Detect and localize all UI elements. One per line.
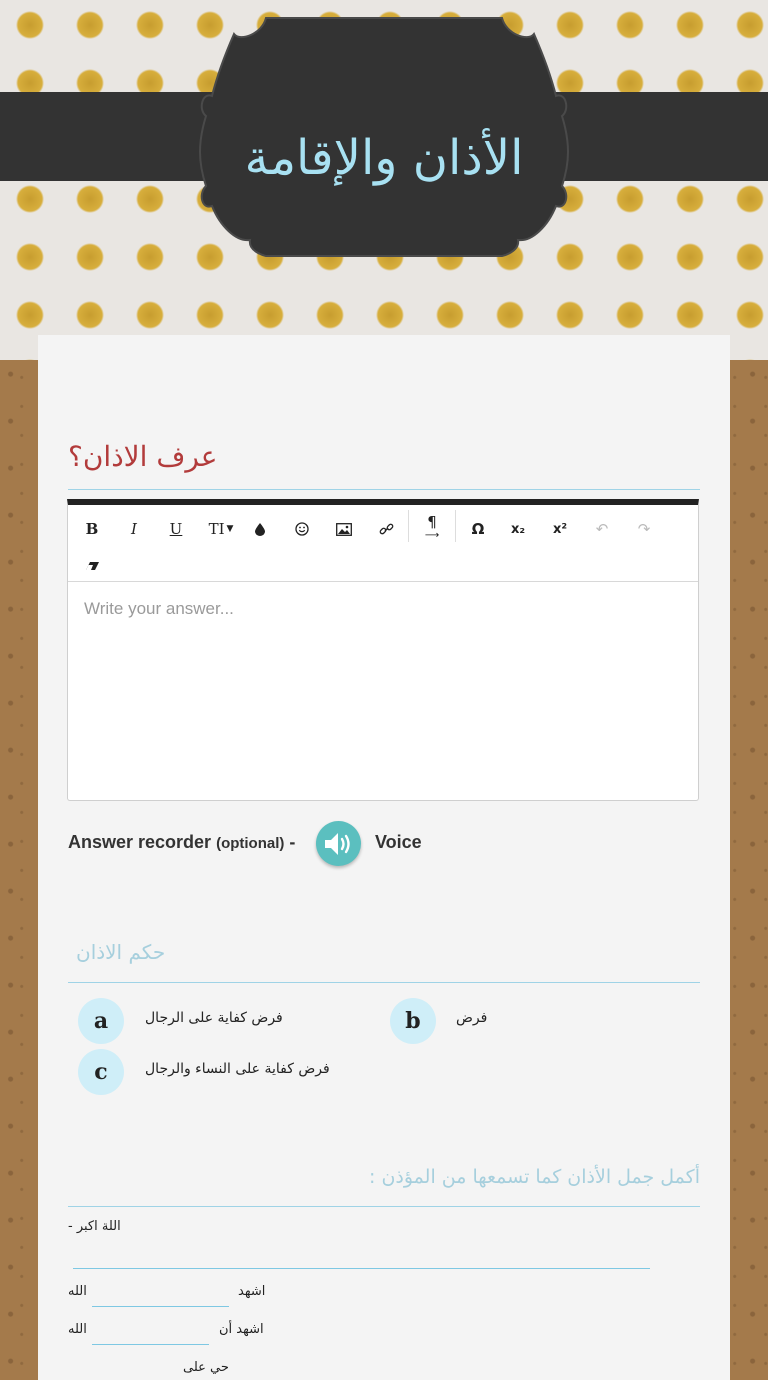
image-icon [336, 523, 352, 536]
text-direction-button[interactable] [415, 514, 449, 544]
line-4-start: حي على [183, 1360, 229, 1375]
text-size-dropdown[interactable] [201, 514, 241, 544]
page-title: الأذان والإقامة [244, 130, 524, 186]
option-b-button[interactable]: b [390, 998, 436, 1044]
divider [68, 982, 700, 983]
voice-label: Voice [375, 832, 422, 852]
blank-input-3[interactable] [92, 1344, 209, 1345]
subscript-button[interactable]: x₂ [510, 521, 526, 537]
emoji-button[interactable] [285, 514, 319, 544]
redo-icon: ↷ [637, 520, 651, 538]
undo-icon: ↶ [595, 520, 609, 538]
redo-button[interactable] [627, 514, 661, 544]
recorder-label: Answer recorder [68, 832, 212, 852]
editor-toolbar [68, 505, 698, 582]
clear-formatting-button[interactable] [75, 551, 109, 581]
answer-editor [67, 499, 699, 801]
line-1-text: اللة اكبر - [68, 1219, 121, 1234]
divider [68, 489, 700, 490]
pilcrow-icon: ¶ [427, 513, 437, 531]
droplet-icon [255, 523, 265, 536]
arrow-right-icon: ⟶ [424, 530, 440, 541]
toolbar-separator [455, 510, 456, 542]
line-2-end: الله [68, 1284, 87, 1299]
option-c-button[interactable]: c [78, 1049, 124, 1095]
link-icon [379, 522, 394, 537]
line-2-start: اشهد [238, 1284, 266, 1299]
recorder-optional: (optional) [216, 835, 285, 852]
superscript-button[interactable]: x² [552, 521, 568, 537]
question-2-prompt: حكم الاذان [76, 940, 166, 964]
line-3-start: اشهد أن [219, 1322, 264, 1337]
caret-down-icon: ▼ [226, 524, 234, 534]
recorder-dash: - [289, 832, 296, 852]
eraser-icon [85, 561, 100, 571]
smiley-icon [295, 522, 309, 536]
option-a-button[interactable]: a [78, 998, 124, 1044]
option-c-text[interactable]: فرض كفاية على النساء والرجال [145, 1061, 330, 1077]
undo-button[interactable] [585, 514, 619, 544]
question-3-prompt: أكمل جمل الأذان كما تسمعها من المؤذن : [369, 1166, 700, 1188]
underline-button[interactable]: U [169, 520, 183, 538]
bold-button[interactable]: B [85, 520, 99, 538]
option-b-text[interactable]: فرض [456, 1010, 488, 1026]
option-a-text[interactable]: فرض كفاية على الرجال [145, 1010, 283, 1026]
question-1-prompt: عرف الاذان؟ [68, 440, 218, 473]
toolbar-separator [408, 510, 409, 542]
blank-input-1[interactable] [73, 1268, 650, 1269]
blank-input-2[interactable] [92, 1306, 229, 1307]
line-3-end: الله [68, 1322, 87, 1337]
divider [68, 1206, 700, 1207]
assignment-card [38, 335, 730, 1380]
answer-recorder-label [68, 832, 295, 853]
answer-placeholder[interactable]: Write your answer... [84, 599, 234, 618]
speaker-icon [324, 831, 354, 857]
insert-link-button[interactable] [369, 514, 403, 544]
text-size-label: TI [208, 520, 225, 538]
italic-button[interactable]: I [131, 520, 137, 538]
special-characters-button[interactable]: Ω [471, 520, 485, 538]
insert-image-button[interactable] [327, 514, 361, 544]
text-color-button[interactable] [243, 514, 277, 544]
voice-record-button[interactable] [316, 821, 361, 866]
